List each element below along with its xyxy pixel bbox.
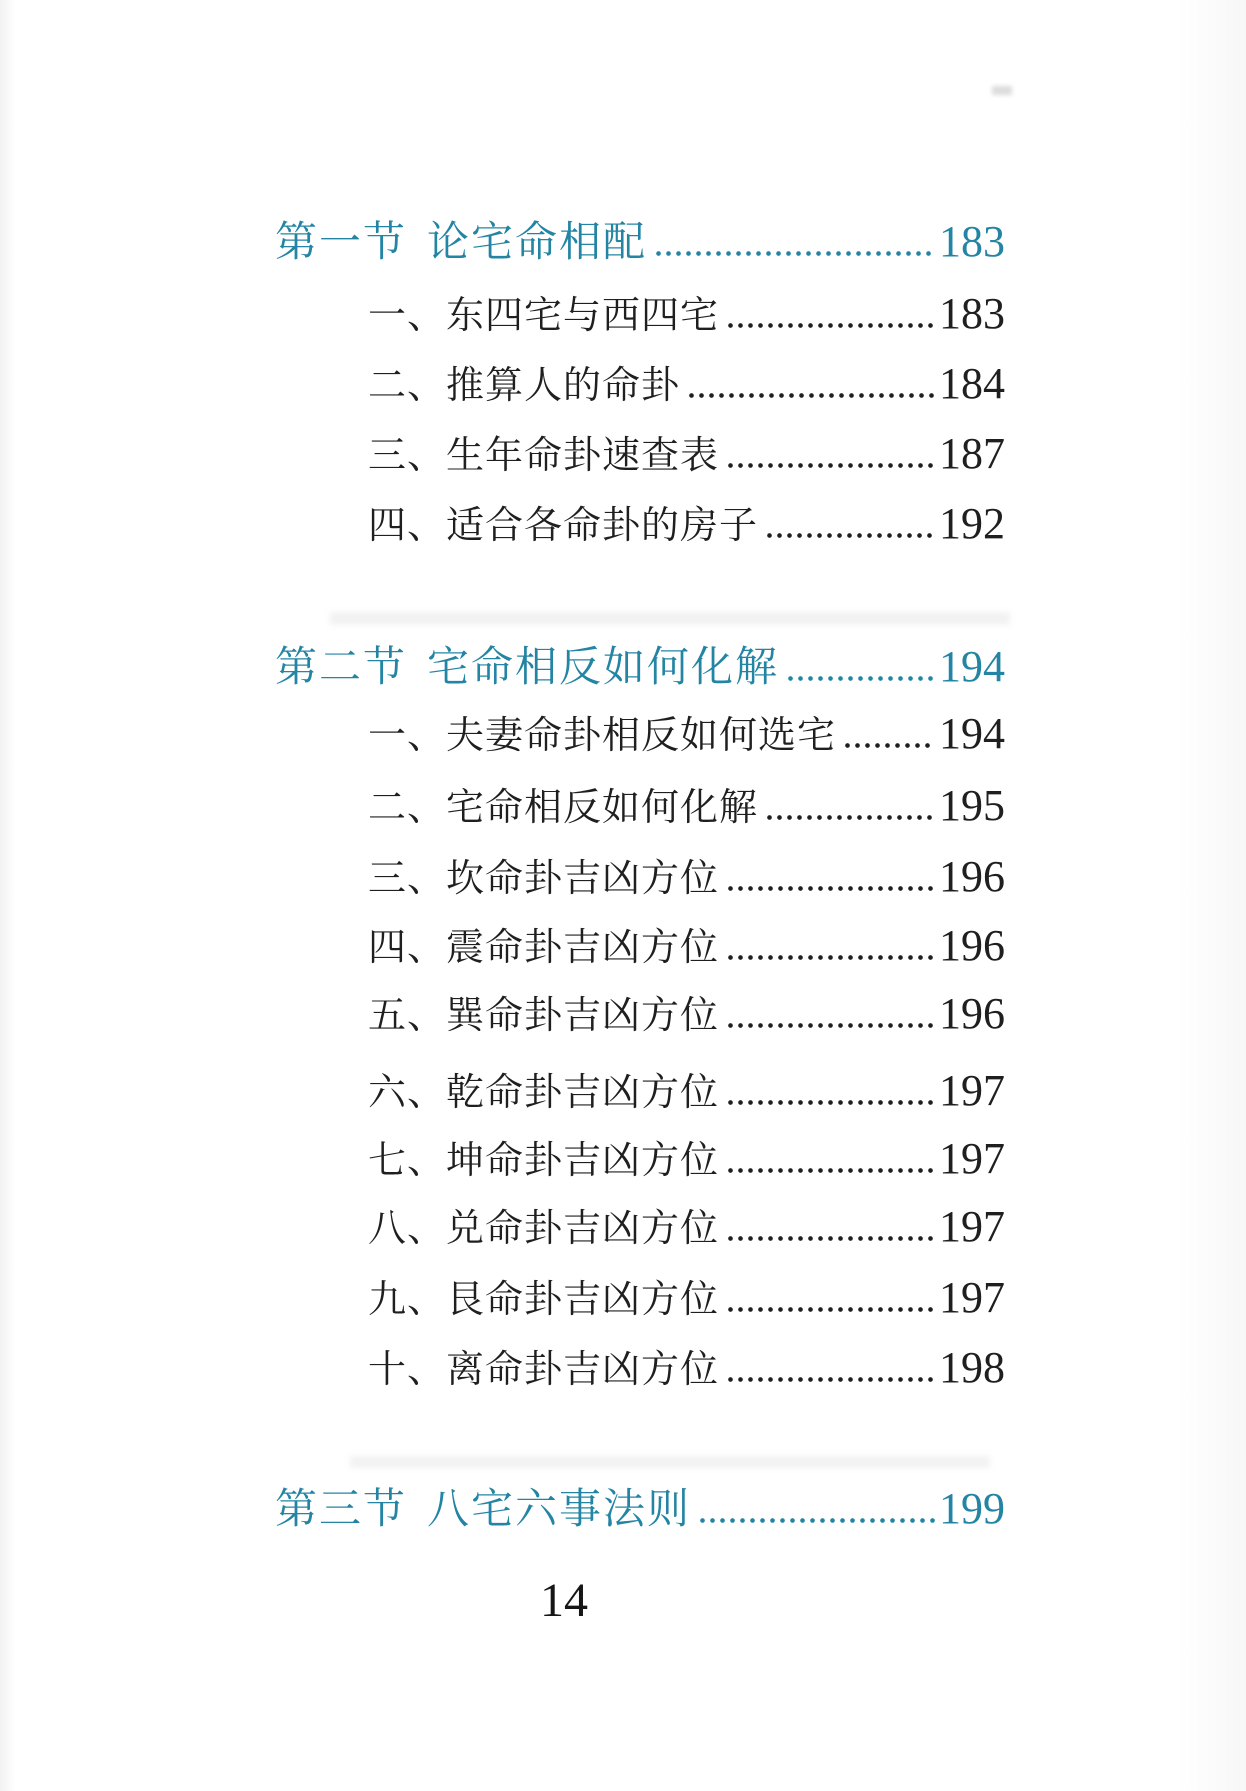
dot-leader [728, 323, 935, 328]
toc-entry [368, 1273, 1005, 1322]
section-page-number: 199 [939, 1484, 1005, 1533]
toc-entry [368, 709, 1005, 758]
toc-entry-page-number: 196 [939, 921, 1005, 970]
scan-smudge [350, 1456, 990, 1468]
toc-entry-title: 一、夫妻命卦相反如何选宅 [368, 715, 837, 757]
dot-leader [689, 393, 935, 398]
dot-leader [700, 1518, 935, 1523]
toc-entry-title: 四、适合各命卦的房子 [368, 505, 759, 547]
toc-entry-title: 二、推算人的命卦 [368, 365, 681, 407]
scan-smudge [992, 86, 1012, 95]
toc-entry-title: 一、东四宅与西四宅 [368, 295, 720, 337]
toc-entry [368, 1202, 1005, 1251]
toc-entry-page-number: 196 [939, 852, 1005, 901]
toc-entry-title: 四、震命卦吉凶方位 [368, 927, 720, 969]
toc-section-heading [275, 642, 1005, 691]
dot-leader [728, 1236, 935, 1241]
toc-entry [368, 429, 1005, 478]
toc-entry-title: 十、离命卦吉凶方位 [368, 1349, 720, 1391]
dot-leader [728, 1023, 935, 1028]
toc-entry [368, 359, 1005, 408]
toc-entry-title: 六、乾命卦吉凶方位 [368, 1072, 720, 1114]
toc-entry [368, 289, 1005, 338]
scan-shadow-right [1176, 0, 1246, 1791]
dot-leader [728, 886, 935, 891]
section-title: 论宅命相配 [427, 220, 648, 266]
dot-leader [767, 815, 935, 820]
section-page-number: 183 [939, 217, 1005, 266]
dot-leader [728, 955, 935, 960]
section-title: 宅命相反如何化解 [427, 645, 780, 691]
dot-leader [728, 1100, 935, 1105]
toc-entry-title: 八、兑命卦吉凶方位 [368, 1208, 720, 1250]
toc-entry [368, 852, 1005, 901]
toc-entry [368, 1343, 1005, 1392]
dot-leader [728, 1168, 935, 1173]
toc-entry-title: 二、宅命相反如何化解 [368, 787, 759, 829]
section-number: 第一节 [275, 220, 408, 266]
toc-entry [368, 1134, 1005, 1183]
toc-entry-page-number: 197 [939, 1066, 1005, 1115]
toc-entry-page-number: 198 [939, 1343, 1005, 1392]
scan-smudge [330, 612, 1010, 625]
toc-entry [368, 921, 1005, 970]
toc-entry [368, 781, 1005, 830]
toc-entry-page-number: 187 [939, 429, 1005, 478]
toc-entry-page-number: 184 [939, 359, 1005, 408]
dot-leader [767, 533, 935, 538]
dot-leader [788, 676, 935, 681]
dot-leader [728, 1307, 935, 1312]
toc-entry-title: 三、生年命卦速查表 [368, 435, 720, 477]
scan-shadow-left [0, 0, 16, 1791]
toc-entry [368, 1066, 1005, 1115]
toc-entry-page-number: 197 [939, 1202, 1005, 1251]
section-title: 八宅六事法则 [427, 1487, 692, 1533]
page-number-footer: 14 [540, 1574, 588, 1627]
toc-entry-page-number: 194 [939, 709, 1005, 758]
toc-entry-page-number: 183 [939, 289, 1005, 338]
dot-leader [728, 1377, 935, 1382]
dot-leader [656, 251, 935, 256]
toc-entry-page-number: 192 [939, 499, 1005, 548]
toc-entry [368, 989, 1005, 1038]
toc-section-heading [275, 1484, 1005, 1533]
toc-section-heading [275, 217, 1005, 266]
section-page-number: 194 [939, 642, 1005, 691]
section-number: 第二节 [275, 645, 408, 691]
toc-entry-page-number: 197 [939, 1134, 1005, 1183]
dot-leader [845, 743, 935, 748]
section-number: 第三节 [275, 1487, 408, 1533]
dot-leader [728, 463, 935, 468]
toc-entry-title: 七、坤命卦吉凶方位 [368, 1140, 720, 1182]
toc-entry-page-number: 196 [939, 989, 1005, 1038]
toc-entry-title: 五、巽命卦吉凶方位 [368, 995, 720, 1037]
toc-entry [368, 499, 1005, 548]
toc-entry-page-number: 195 [939, 781, 1005, 830]
toc-entry-title: 九、艮命卦吉凶方位 [368, 1279, 720, 1321]
toc-entry-page-number: 197 [939, 1273, 1005, 1322]
toc-entry-title: 三、坎命卦吉凶方位 [368, 858, 720, 900]
